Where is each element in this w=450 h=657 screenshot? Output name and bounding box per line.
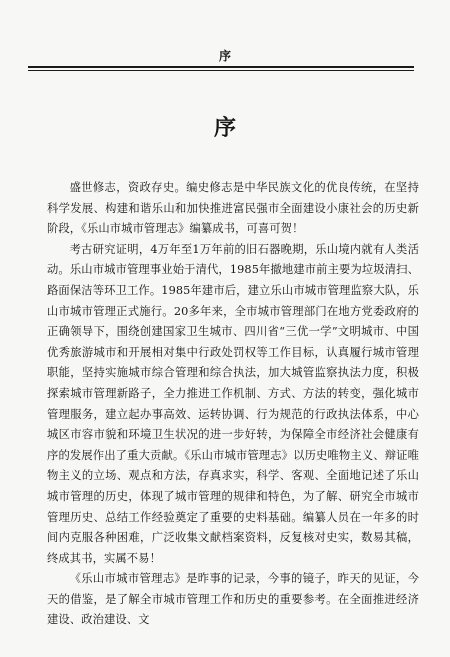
- paragraph-1: 盛世修志，资政存史。编史修志是中华民族文化的优良传统，在坚持科学发展、构建和谐乐山和加快推进富民强市全面建设小康社会的历史新阶段，《乐山市城市管理志》编纂成书，可喜可贺！: [47, 181, 419, 236]
- body-text: [47, 178, 419, 631]
- header-rule-thin: [28, 70, 414, 71]
- paragraph-3: 《乐山市城市管理志》是昨事的记录，今事的镜子，昨天的见证，今天的借鉴，是了解全市城市管理工作和历史的重要参考。在全面推进经济建设、政治建设、文: [47, 572, 419, 627]
- page-title: 序: [213, 115, 236, 141]
- paragraph-2: 考古研究证明，4万年至1万年前的旧石器晚期，乐山境内就有人类活动。乐山市城市管理事业始于清代，1985年撤地建市前主要为垃圾清扫、路面保洁等环卫工作。1985年建市后，建立乐山市城市管理监察大队，乐山市城市管理正式施行。20多年来，全市城市管理部门在地方党委政府的正确领导下，围绕创建国家卫生城市、四川省“三优一学”文明城市、中国优秀旅游城市和开展相对集中行政处罚权等工作目标，认真履行城市管理职能，坚持实施城市综合管理和综合执法，加大城管监察执法力度，积极探索城市管理新路子，全力推进工作机制、方式、方法的转变，强化城市管理服务，建立起办事高效、运转协调、行为规范的行政执法体系，中心城区市容市貌和环境卫生状况的进一步好转，为保障全市经济社会健康有序的发展作出了重大贡献。《乐山市城市管理志》以历史唯物主义、辩证唯物主义的立场、观点和方法，存真求实，科学、客观、全面地记述了乐山城市管理的历史，体现了城市管理的规律和特色，为了解、研究全市城市管理历史、总结工作经验奠定了重要的史料基础。编纂人员在一年多的时间内克服各种困难，广泛收集文献档案资料，反复核对史实，数易其稿，终成其书，实属不易！: [47, 242, 419, 565]
- header-rule: [28, 66, 414, 68]
- running-head: 序: [218, 49, 231, 63]
